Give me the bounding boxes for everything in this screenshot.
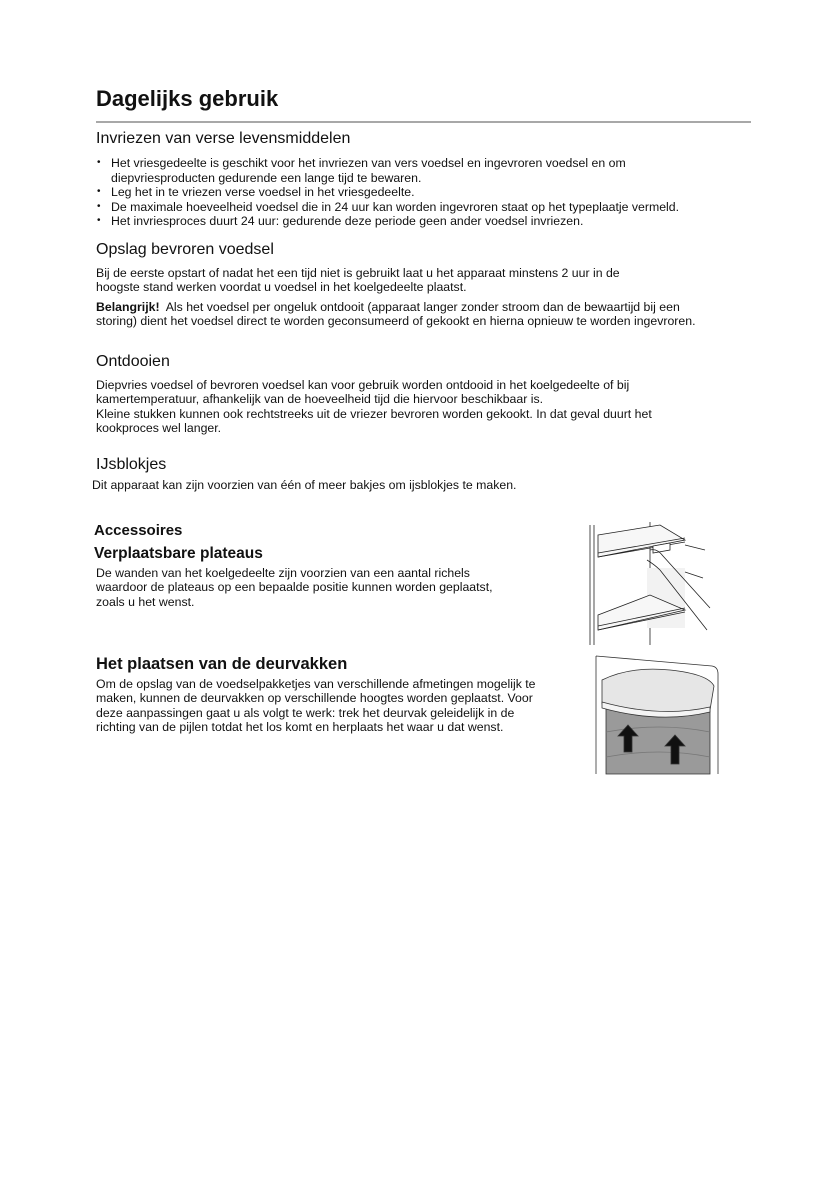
text-line: hoogste stand werken voordat u voedsel in het koelgedeelte plaatst. (96, 280, 467, 295)
section-heading-storage: Opslag bevroren voedsel (96, 241, 274, 258)
text-line: kookproces wel langer. (96, 420, 222, 435)
bullet-text: De maximale hoeveelheid voedsel die in 24 uur kan worden ingevroren staat op het typeplaatje vermeld. (111, 199, 680, 214)
freezing-bullet-list (96, 156, 679, 229)
important-paragraph (96, 300, 696, 329)
text-line: Diepvries voedsel of bevroren voedsel kan voor gebruik worden ontdooid in het koelgedeelte of bij (96, 378, 630, 392)
door-paragraph (96, 677, 536, 734)
thawing-paragraph (96, 378, 652, 435)
text-line: storing) dient het voedsel direct te worden geconsumeerd of gekookt en hierna opnieuw te worden ingevroren. (96, 314, 696, 329)
page-title: Dagelijks gebruik (96, 86, 279, 111)
text-line: maken, kunnen de deurvakken op verschillende hoogtes worden geplaatst. Voor (96, 691, 533, 706)
icecubes-paragraph (92, 478, 516, 492)
text-line: kamertemperatuur, afhankelijk van de hoeveelheid tijd die hiervoor beschikbaar is. (96, 392, 544, 407)
list-item (96, 156, 679, 185)
text-line: Bij de eerste opstart of nadat het een tijd niet is gebruikt laat u het apparaat minstens 2 uur in de (96, 266, 620, 280)
section-heading-icecubes: IJsblokjes (96, 456, 167, 473)
text-line: Als het voedsel per ongeluk ontdooit (apparaat langer zonder stroom dan de bewaartijd bij een (165, 300, 680, 314)
text-line: deze aanpassingen gaat u als volgt te werk: trek het deurvak geleidelijk in de (96, 705, 515, 720)
storage-paragraph (96, 266, 620, 295)
section-heading-accessories: Accessoires (94, 522, 183, 539)
list-item (96, 214, 679, 229)
text-line: De wanden van het koelgedeelte zijn voorzien van een aantal richels (96, 566, 470, 580)
text-line: waardoor de plateaus op een bepaalde positie kunnen worden geplaatst, (96, 580, 493, 595)
shelves-paragraph (96, 566, 493, 609)
door-shelf-illustration (590, 652, 722, 776)
text-line: Dit apparaat kan zijn voorzien van één of meer bakjes om ijsblokjes te maken. (92, 478, 517, 492)
subheading-shelves: Verplaatsbare plateaus (94, 545, 263, 562)
list-item (96, 200, 679, 215)
text-line: zoals u het wenst. (96, 594, 195, 609)
bullet-text: Leg het in te vriezen verse voedsel in het vriesgedeelte. (111, 185, 415, 200)
shelf-illustration (585, 520, 715, 648)
list-item (96, 185, 679, 200)
subheading-door-shelves: Het plaatsen van de deurvakken (96, 655, 348, 673)
important-label: Belangrijk! (96, 300, 160, 314)
bullet-text: Het invriesproces duurt 24 uur: gedurende deze periode geen ander voedsel invriezen. (111, 214, 584, 229)
text-line: Om de opslag van de voedselpakketjes van verschillende afmetingen mogelijk te (96, 677, 536, 691)
title-divider (96, 121, 751, 123)
bullet-text: • Het vriesgedeelte is geschikt voor het invriezen van vers voedsel en ingevroren voedsel en om (111, 156, 626, 170)
section-heading-freezing: Invriezen van verse levensmiddelen (96, 130, 351, 147)
bullet-text: diepvriesproducten gedurende een lange tijd te bewaren. (111, 170, 422, 185)
text-line: Kleine stukken kunnen ook rechtstreeks uit de vriezer bevroren worden gekookt. In dat geval duurt het (96, 406, 652, 421)
section-heading-thawing: Ontdooien (96, 353, 170, 370)
text-line: richting van de pijlen totdat het los komt en herplaats het waar u dat wenst. (96, 719, 504, 734)
